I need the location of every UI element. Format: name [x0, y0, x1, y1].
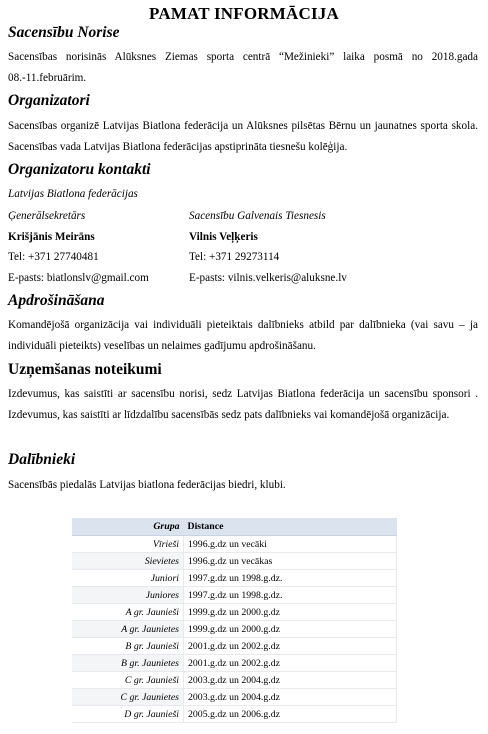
- table-cell-group: B gr. Jaunietes: [72, 655, 184, 672]
- paragraph-apdrosinasana: Komandējošā organizācija vai individuāli pieteiktais dalībnieks atbild par dalībnieka (vai savu – ja individuāli pieteikts) veselības un nelaimes gadījumu apdrošināšanu.: [8, 319, 478, 352]
- contact-right-tel: Tel: +371 29273114: [189, 251, 280, 263]
- table-row: [72, 604, 397, 621]
- heading-organizatoru-kontakti: Organizatoru kontakti: [8, 161, 151, 178]
- contact-left-name: Krišjānis Meirāns: [8, 231, 95, 243]
- table-row: [72, 689, 397, 706]
- heading-organizatori: Organizatori: [8, 92, 90, 109]
- heading-uznemsanas-noteikumi: Uzņemšanas noteikumi: [8, 361, 162, 378]
- paragraph-dalibnieki: Sacensībās piedalās Latvijas biatlona federācijas biedri, klubi.: [8, 479, 286, 491]
- table-cell-distance: 2003.g.dz un 2004.g.dz: [184, 689, 397, 706]
- table-cell-group: A gr. Jaunieši: [72, 604, 184, 621]
- table-header-group: Grupa: [72, 518, 184, 536]
- table-cell-group: C gr. Jaunieši: [72, 672, 184, 689]
- table-cell-distance: 2005.g.dz un 2006.g.dz: [184, 706, 397, 723]
- paragraph-uznemsanas: Izdevumus, kas saistīti ar sacensību norisi, sedz Latvijas Biatlona federācija un sacensību sponsori . Izdevumus, kas saistīti ar līdzdalību sacensībās sedz pats dalībnieks vai komandējošā organizācija.: [8, 388, 478, 421]
- table-cell-group: C gr. Jaunietes: [72, 689, 184, 706]
- table-cell-group: Juniores: [72, 587, 184, 604]
- table-cell-distance: 1999.g.dz un 2000.g.dz: [184, 621, 397, 638]
- heading-dalibnieki: Dalībnieki: [8, 451, 76, 468]
- table-row: [72, 536, 397, 553]
- table-cell-distance: 2001.g.dz un 2002.g.dz: [184, 655, 397, 672]
- table-row: [72, 638, 397, 655]
- groups-table: [72, 518, 397, 723]
- heading-sacensibu-norise: Sacensību Norise: [8, 24, 120, 41]
- table-cell-group: D gr. Jaunieši: [72, 706, 184, 723]
- table-row: [72, 621, 397, 638]
- contact-left-tel: Tel: +371 27740481: [8, 251, 99, 263]
- table-row: [72, 553, 397, 570]
- paragraph-organizatori: Sacensības organizē Latvijas Biatlona federācija un Alūksnes pilsētas Bērnu un jaunatnes sporta skola. Sacensības vada Latvijas Biatlona federācijas apstiprināta tiesnešu kolēģija.: [8, 120, 478, 153]
- table-cell-distance: 1999.g.dz un 2000.g.dz: [184, 604, 397, 621]
- contact-organization: Latvijas Biatlona federācijas: [8, 188, 138, 200]
- table-row: [72, 587, 397, 604]
- table-cell-distance: 2003.g.dz un 2004.g.dz: [184, 672, 397, 689]
- table-cell-group: Vīrieši: [72, 536, 184, 553]
- table-header-row: [72, 518, 397, 536]
- table-cell-group: B gr. Jaunieši: [72, 638, 184, 655]
- contact-right-role: Sacensību Galvenais Tiesnesis: [189, 210, 326, 222]
- contact-left-email: E-pasts: biatlonslv@gmail.com: [8, 272, 149, 284]
- table-cell-distance: 1996.g.dz un vecākas: [184, 553, 397, 570]
- contact-right-email: E-pasts: vilnis.velkeris@aluksne.lv: [189, 272, 347, 284]
- table-row: [72, 570, 397, 587]
- table-cell-distance: 2001.g.dz un 2002.g.dz: [184, 638, 397, 655]
- contact-right-name: Vilnis Veļķeris: [189, 231, 258, 243]
- table-cell-distance: 1996.g.dz un vecāki: [184, 536, 397, 553]
- contact-left-role: Ģenerālsekretārs: [8, 210, 86, 222]
- table-cell-distance: 1997.g.dz un 1998.g.dz.: [184, 570, 397, 587]
- heading-apdrosinasana: Apdrošināšana: [8, 292, 105, 309]
- table-row: [72, 706, 397, 723]
- table-header-distance: Distance: [184, 518, 397, 536]
- table-cell-group: A gr. Jaunietes: [72, 621, 184, 638]
- table-row: [72, 672, 397, 689]
- table-cell-group: Juniori: [72, 570, 184, 587]
- table-cell-group: Sievietes: [72, 553, 184, 570]
- paragraph-norise: Sacensības norisinās Alūksnes Ziemas sporta centrā “Mežinieki” laika posmā no 2018.gada 08.-11.februārim.: [8, 51, 478, 84]
- table-cell-distance: 1997.g.dz un 1998.g.dz.: [184, 587, 397, 604]
- page-title: PAMAT INFORMĀCIJA: [149, 4, 339, 23]
- table-row: [72, 655, 397, 672]
